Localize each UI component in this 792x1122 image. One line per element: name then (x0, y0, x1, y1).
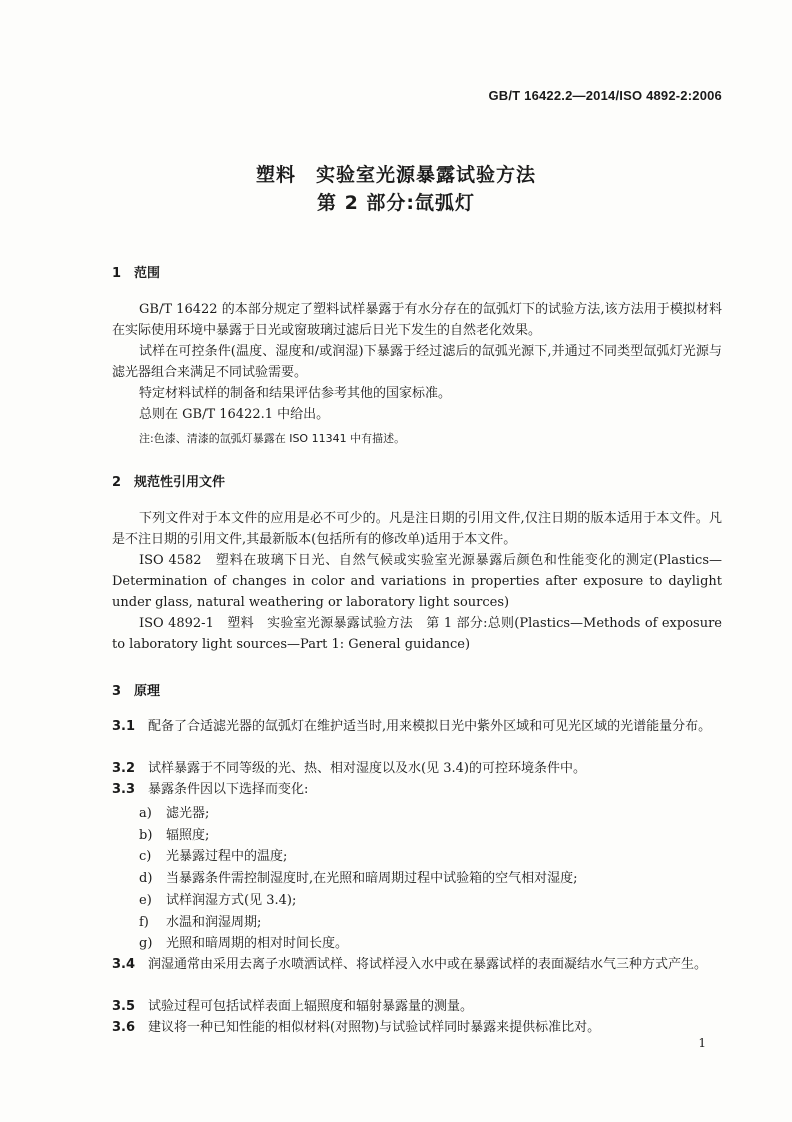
clause-number: 3.3 (112, 782, 136, 797)
clause-3-2 (112, 758, 722, 779)
list-item (139, 846, 287, 867)
reference-iso-4582: ISO 4582 塑料在玻璃下日光、自然气候或实验室光源暴露后颜色和性能变化的测定(Plastics—Determination of changes in color and variations in properties after exposure to daylight under glass, natural weathering or laboratory light sources) (112, 553, 722, 610)
item-text: 光照和暗周期的相对时间长度。 (166, 936, 349, 951)
item-label: a) (139, 806, 152, 821)
paragraph: GB/T 16422 的本部分规定了塑料试样暴露于有水分存在的氙弧灯下的试验方法,该方法用于模拟材料在实际使用环境中暴露于日光或窗玻璃过滤后日光下发生的自然老化效果。 (112, 302, 722, 338)
clause-3-6 (112, 1017, 722, 1038)
item-text: 水温和润湿周期; (166, 915, 262, 930)
item-label: b) (139, 828, 153, 843)
item-text: 光暴露过程中的温度; (166, 849, 288, 864)
list-item (139, 868, 578, 889)
title-line-2: 第 2 部分:氙弧灯 (316, 192, 476, 214)
clause-number: 3.6 (112, 1020, 136, 1035)
item-label: c) (139, 849, 152, 864)
item-label: e) (139, 893, 152, 908)
section-number: 2 (112, 475, 122, 490)
standard-code: GB/T 16422.2—2014/ISO 4892-2:2006 (488, 88, 722, 103)
section-title: 规范性引用文件 (134, 475, 226, 490)
clause-number: 3.1 (112, 719, 136, 734)
page-number: 1 (698, 1036, 706, 1050)
clause-number: 3.2 (112, 761, 136, 776)
item-text: 试样润湿方式(见 3.4); (166, 893, 297, 908)
list-item (139, 933, 348, 954)
section-number: 3 (112, 684, 122, 699)
note: 注:色漆、清漆的氙弧灯暴露在 ISO 11341 中有描述。 (139, 432, 406, 445)
clause-number: 3.4 (112, 957, 136, 972)
section-2-heading (112, 471, 225, 490)
item-text: 当暴露条件需控制湿度时,在光照和暗周期过程中试验箱的空气相对湿度; (166, 871, 578, 886)
clause-3-5 (112, 996, 722, 1017)
item-text: 滤光器; (166, 806, 210, 821)
clause-text: 暴露条件因以下选择而变化: (148, 782, 309, 797)
paragraph: 总则在 GB/T 16422.1 中给出。 (139, 407, 330, 422)
clause-3-3 (112, 779, 722, 800)
clause-text: 建议将一种已知性能的相似材料(对照物)与试验试样同时暴露来提供标准比对。 (148, 1020, 601, 1035)
paragraph: 特定材料试样的制备和结果评估参考其他的国家标准。 (139, 386, 452, 401)
clause-text: 试样暴露于不同等级的光、热、相对湿度以及水(见 3.4)的可控环境条件中。 (148, 761, 586, 776)
reference-iso-4892-1: ISO 4892-1 塑料 实验室光源暴露试验方法 第 1 部分:总则(Plastics—Methods of exposure to laboratory light sources—Part 1: General guidance) (112, 616, 722, 652)
list-item (139, 803, 209, 824)
clause-text: 配备了合适滤光器的氙弧灯在维护适当时,用来模拟日光中紫外区域和可见光区域的光谱能量分布。 (148, 719, 712, 734)
section-title: 范围 (134, 266, 161, 281)
item-label: d) (139, 871, 153, 886)
list-item (139, 890, 296, 911)
section-number: 1 (112, 266, 122, 281)
clause-text: 试验过程可包括试样表面上辐照度和辐射暴露量的测量。 (148, 999, 474, 1014)
list-item (139, 912, 261, 933)
item-label: g) (139, 936, 153, 951)
clause-3-4 (112, 954, 722, 975)
list-item (139, 825, 209, 846)
section-1-heading (112, 262, 160, 281)
section-title: 原理 (134, 684, 161, 699)
clause-number: 3.5 (112, 999, 136, 1014)
paragraph: 试样在可控条件(温度、湿度和/或润湿)下暴露于经过滤后的氙弧光源下,并通过不同类型氙弧灯光源与滤光器组合来满足不同试验需要。 (112, 344, 722, 380)
title-line-1: 塑料 实验室光源暴露试验方法 (255, 164, 536, 186)
section-3-heading (112, 680, 160, 699)
item-label: f) (139, 915, 149, 930)
item-text: 辐照度; (166, 828, 210, 843)
clause-3-1 (112, 716, 722, 737)
paragraph: 下列文件对于本文件的应用是必不可少的。凡是注日期的引用文件,仅注日期的版本适用于本文件。凡是不注日期的引用文件,其最新版本(包括所有的修改单)适用于本文件。 (112, 511, 722, 547)
clause-text: 润湿通常由采用去离子水喷洒试样、将试样浸入水中或在暴露试样的表面凝结水气三种方式产生。 (148, 957, 708, 972)
